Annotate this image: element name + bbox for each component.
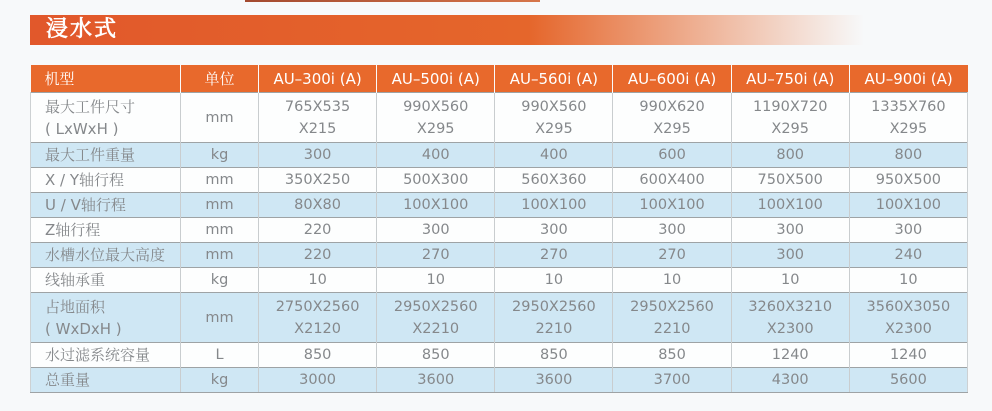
unit-cell: mm bbox=[181, 193, 259, 218]
value-cell bbox=[259, 93, 377, 143]
cell-line: 100X100 bbox=[403, 197, 469, 213]
cell-line: Z轴行程 bbox=[45, 221, 101, 239]
value-cell bbox=[849, 168, 967, 193]
cell-line: 220 bbox=[303, 222, 332, 238]
value-cell bbox=[495, 193, 613, 218]
cell-line: 2950X2560 bbox=[630, 298, 714, 315]
cell-line: 3000 bbox=[299, 372, 337, 388]
spec-table-body bbox=[31, 93, 968, 393]
value-cell bbox=[377, 143, 495, 168]
value-cell bbox=[259, 268, 377, 293]
value-cell bbox=[731, 368, 849, 393]
cell-line: 水槽水位最大高度 bbox=[45, 246, 166, 264]
cell-line: 300 bbox=[303, 147, 332, 163]
cell-line: 3260X3210 bbox=[748, 298, 833, 315]
top-crop-artifact bbox=[245, 0, 540, 2]
value-cell bbox=[377, 343, 495, 368]
table-row bbox=[31, 93, 968, 143]
row-label-cell bbox=[31, 268, 181, 293]
value-cell bbox=[849, 93, 967, 143]
cell-line: 350X250 bbox=[284, 172, 351, 188]
cell-line: 100X100 bbox=[639, 197, 705, 213]
value-cell bbox=[731, 143, 849, 168]
value-cell bbox=[259, 193, 377, 218]
cell-line: 4300 bbox=[771, 372, 809, 388]
value-cell bbox=[377, 168, 495, 193]
cell-line: 3600 bbox=[535, 372, 573, 388]
unit-cell: mm bbox=[181, 243, 259, 268]
cell-line: 1240 bbox=[771, 347, 809, 363]
cell-line: 80X80 bbox=[294, 197, 341, 213]
value-cell bbox=[849, 268, 967, 293]
cell-line: 3700 bbox=[653, 372, 691, 388]
value-cell bbox=[613, 193, 731, 218]
unit-cell: kg bbox=[181, 268, 259, 293]
value-cell bbox=[495, 293, 613, 343]
cell-line: 100X100 bbox=[521, 197, 587, 213]
cell-line: 10 bbox=[662, 272, 682, 288]
cell-line: 850 bbox=[540, 347, 568, 363]
cell-line: 800 bbox=[894, 147, 923, 163]
cell-line: X295 bbox=[535, 120, 573, 137]
column-header: AU–560i (A) bbox=[495, 65, 613, 93]
value-cell bbox=[377, 268, 495, 293]
cell-line: 300 bbox=[776, 247, 805, 263]
cell-line: 3600 bbox=[417, 372, 455, 388]
cell-line: 800 bbox=[776, 147, 805, 163]
row-label-cell bbox=[31, 243, 181, 268]
column-header: AU–300i (A) bbox=[259, 65, 377, 93]
cell-line: 400 bbox=[421, 147, 450, 163]
cell-line: 100X100 bbox=[757, 197, 823, 213]
table-row bbox=[31, 368, 968, 393]
cell-line: 2750X2560 bbox=[275, 298, 360, 315]
value-cell bbox=[613, 168, 731, 193]
cell-line: X2120 bbox=[294, 320, 341, 337]
cell-line: ( WxDxH ) bbox=[45, 319, 122, 338]
value-cell bbox=[377, 293, 495, 343]
value-cell bbox=[613, 243, 731, 268]
row-label-cell bbox=[31, 168, 181, 193]
cell-line: 2210 bbox=[535, 320, 573, 337]
value-cell bbox=[495, 218, 613, 243]
value-cell bbox=[377, 368, 495, 393]
value-cell bbox=[849, 218, 967, 243]
row-label-cell bbox=[31, 368, 181, 393]
row-label-cell bbox=[31, 193, 181, 218]
value-cell bbox=[377, 243, 495, 268]
cell-line: 850 bbox=[303, 347, 332, 363]
cell-line: 300 bbox=[421, 222, 450, 238]
column-header: AU–900i (A) bbox=[849, 65, 967, 93]
column-header: 单位 bbox=[181, 65, 259, 93]
cell-line: 2210 bbox=[653, 320, 691, 337]
cell-line: 100X100 bbox=[875, 197, 942, 213]
cell-line: U / V轴行程 bbox=[45, 196, 126, 214]
cell-line: 10 bbox=[426, 272, 445, 288]
cell-line: 560X360 bbox=[521, 172, 587, 188]
cell-line: 1240 bbox=[889, 347, 927, 363]
cell-line: 240 bbox=[894, 247, 923, 263]
unit-cell: L bbox=[181, 343, 259, 368]
cell-line: X2300 bbox=[766, 320, 814, 337]
cell-line: 线轴承重 bbox=[45, 271, 106, 289]
unit-cell: kg bbox=[181, 143, 259, 168]
value-cell bbox=[731, 268, 849, 293]
cell-line: 990X560 bbox=[403, 98, 469, 115]
cell-line: 10 bbox=[308, 272, 327, 288]
cell-line: X295 bbox=[889, 120, 928, 137]
spec-table bbox=[30, 65, 968, 393]
cell-line: 850 bbox=[658, 347, 686, 363]
cell-line: 220 bbox=[303, 247, 332, 263]
cell-line: 300 bbox=[540, 222, 568, 238]
cell-line: 总重量 bbox=[45, 371, 91, 389]
cell-line: 10 bbox=[780, 272, 800, 288]
cell-line: X295 bbox=[416, 120, 455, 137]
cell-line: 水过滤系统容量 bbox=[45, 346, 151, 364]
value-cell bbox=[613, 368, 731, 393]
column-header: 机型 bbox=[31, 65, 181, 93]
value-cell bbox=[613, 268, 731, 293]
cell-line: 600X400 bbox=[639, 172, 705, 188]
header-row bbox=[31, 65, 968, 93]
value-cell bbox=[495, 168, 613, 193]
cell-line: 270 bbox=[421, 247, 450, 263]
cell-line: 1335X760 bbox=[871, 98, 946, 115]
cell-line: 5600 bbox=[889, 372, 927, 388]
cell-line: 最大工件尺寸 bbox=[45, 97, 136, 116]
column-header: AU–600i (A) bbox=[613, 65, 731, 93]
cell-line: X2300 bbox=[884, 320, 932, 337]
value-cell bbox=[731, 168, 849, 193]
value-cell bbox=[495, 268, 613, 293]
cell-line: 270 bbox=[658, 247, 686, 263]
cell-line: X215 bbox=[298, 120, 337, 137]
cell-line: 2950X2560 bbox=[512, 298, 596, 315]
column-header: AU–750i (A) bbox=[731, 65, 849, 93]
value-cell bbox=[613, 293, 731, 343]
value-cell bbox=[495, 93, 613, 143]
row-label-cell bbox=[31, 218, 181, 243]
value-cell bbox=[495, 343, 613, 368]
cell-line: 990X560 bbox=[521, 98, 587, 115]
value-cell bbox=[849, 293, 967, 343]
table-row bbox=[31, 168, 968, 193]
value-cell bbox=[495, 243, 613, 268]
cell-line: 1190X720 bbox=[752, 98, 828, 115]
row-label-cell bbox=[31, 293, 181, 343]
value-cell bbox=[259, 168, 377, 193]
cell-line: 600 bbox=[658, 147, 686, 163]
value-cell bbox=[731, 93, 849, 143]
value-cell bbox=[613, 218, 731, 243]
row-label-cell bbox=[31, 143, 181, 168]
value-cell bbox=[731, 193, 849, 218]
cell-line: 3560X3050 bbox=[866, 298, 951, 315]
cell-line: 300 bbox=[894, 222, 923, 238]
row-label-cell bbox=[31, 93, 181, 143]
value-cell bbox=[613, 143, 731, 168]
value-cell bbox=[377, 193, 495, 218]
value-cell bbox=[731, 343, 849, 368]
cell-line: 950X500 bbox=[875, 172, 942, 188]
cell-line: X295 bbox=[653, 120, 691, 137]
cell-line: ( LxWxH ) bbox=[45, 119, 119, 138]
cell-line: 400 bbox=[540, 147, 568, 163]
table-row bbox=[31, 218, 968, 243]
unit-cell: mm bbox=[181, 168, 259, 193]
table-row bbox=[31, 243, 968, 268]
value-cell bbox=[377, 218, 495, 243]
value-cell bbox=[259, 368, 377, 393]
unit-cell: mm bbox=[181, 93, 259, 143]
row-label-cell bbox=[31, 343, 181, 368]
value-cell bbox=[849, 243, 967, 268]
cell-line: 2950X2560 bbox=[393, 298, 478, 315]
table-row bbox=[31, 343, 968, 368]
page-title: 浸水式 bbox=[46, 17, 119, 42]
value-cell bbox=[849, 368, 967, 393]
value-cell bbox=[259, 218, 377, 243]
table-row bbox=[31, 193, 968, 218]
section-title-bar bbox=[30, 15, 890, 45]
value-cell bbox=[259, 143, 377, 168]
value-cell bbox=[731, 218, 849, 243]
value-cell bbox=[259, 343, 377, 368]
cell-line: X2210 bbox=[412, 320, 460, 337]
value-cell bbox=[613, 343, 731, 368]
cell-line: X295 bbox=[771, 120, 809, 137]
value-cell bbox=[495, 368, 613, 393]
unit-cell: mm bbox=[181, 293, 259, 343]
cell-line: 990X620 bbox=[639, 98, 705, 115]
cell-line: 占地面积 bbox=[45, 297, 106, 316]
cell-line: 500X300 bbox=[403, 172, 469, 188]
value-cell bbox=[849, 143, 967, 168]
cell-line: 300 bbox=[776, 222, 805, 238]
cell-line: 10 bbox=[544, 272, 564, 288]
column-header: AU–500i (A) bbox=[377, 65, 495, 93]
value-cell bbox=[731, 243, 849, 268]
table-row bbox=[31, 268, 968, 293]
cell-line: X / Y轴行程 bbox=[45, 171, 125, 189]
unit-cell: mm bbox=[181, 218, 259, 243]
value-cell bbox=[849, 343, 967, 368]
table-row bbox=[31, 143, 968, 168]
value-cell bbox=[377, 93, 495, 143]
cell-line: 270 bbox=[540, 247, 568, 263]
value-cell bbox=[259, 293, 377, 343]
unit-cell: kg bbox=[181, 368, 259, 393]
value-cell bbox=[849, 193, 967, 218]
value-cell bbox=[259, 243, 377, 268]
cell-line: 最大工件重量 bbox=[45, 146, 136, 164]
value-cell bbox=[613, 93, 731, 143]
spec-table-header bbox=[31, 65, 968, 93]
cell-line: 765X535 bbox=[284, 98, 351, 115]
cell-line: 750X500 bbox=[757, 172, 823, 188]
value-cell bbox=[731, 293, 849, 343]
table-row bbox=[31, 293, 968, 343]
cell-line: 300 bbox=[658, 222, 686, 238]
cell-line: 10 bbox=[899, 272, 918, 288]
cell-line: 850 bbox=[421, 347, 450, 363]
value-cell bbox=[495, 143, 613, 168]
